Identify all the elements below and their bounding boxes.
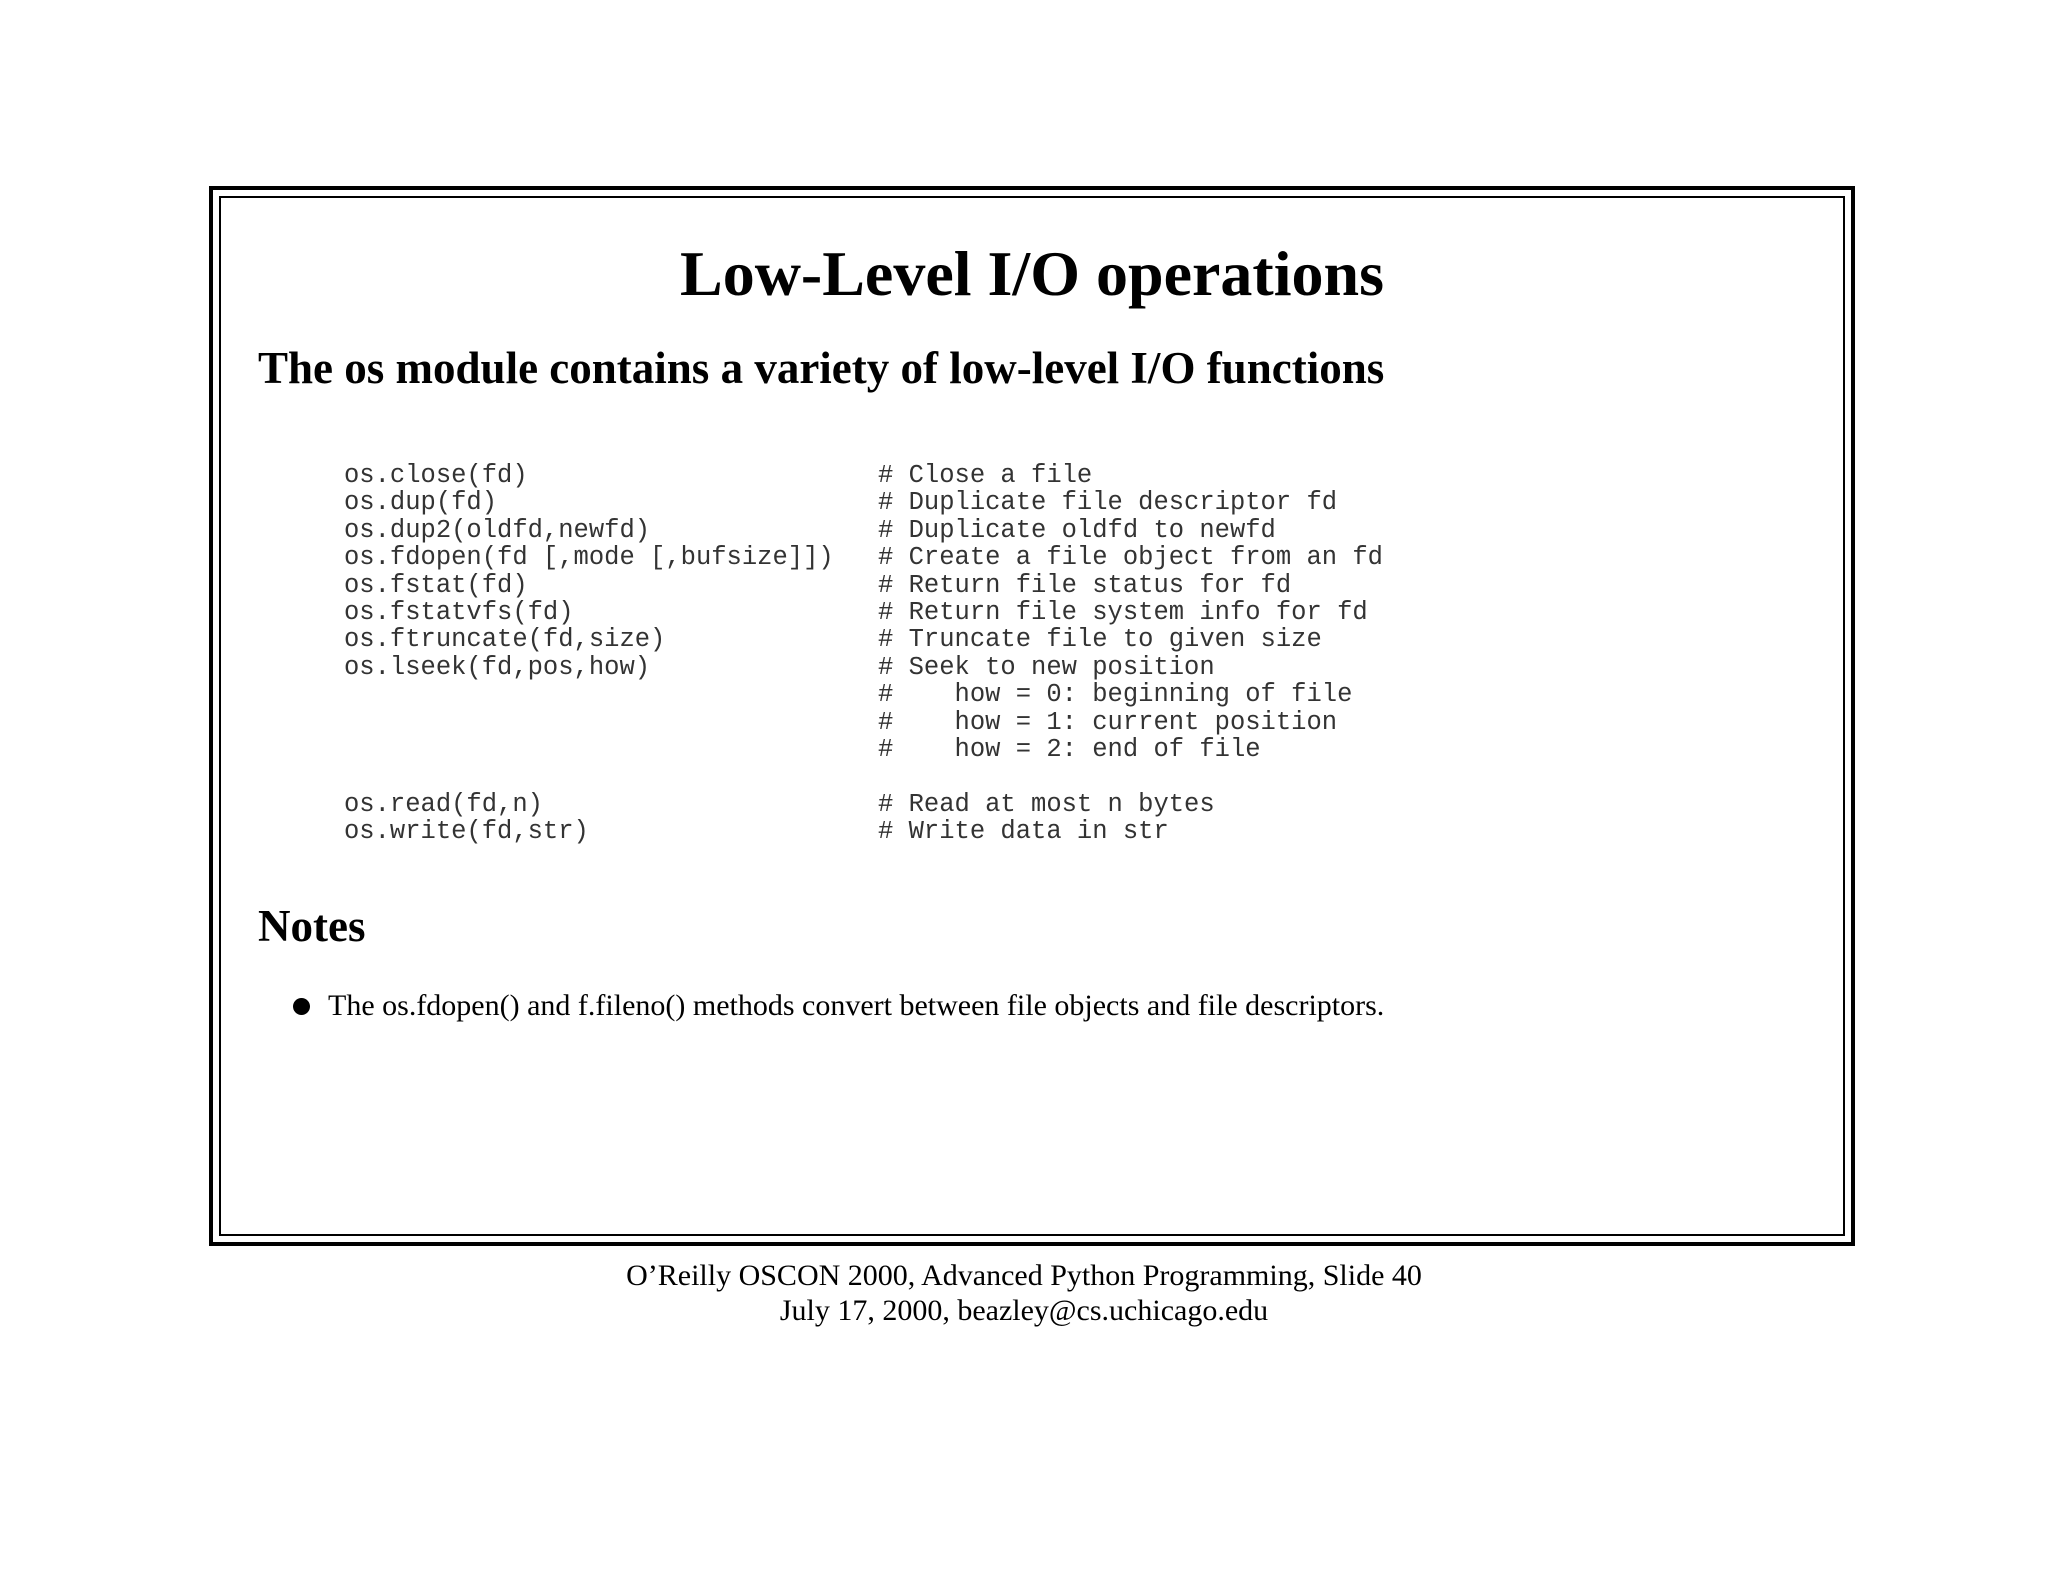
- notes-list-item: [293, 991, 1384, 1021]
- note-text: The os.fdopen() and f.fileno() methods convert between file objects and file descriptors.: [328, 989, 1385, 1022]
- code-function: os.close(fd): [344, 461, 528, 490]
- code-comment: # how = 2: end of file: [878, 734, 1261, 764]
- code-function: [344, 709, 878, 736]
- code-row: [344, 681, 1383, 708]
- footer-line-1: O’Reilly OSCON 2000, Advanced Python Programming, Slide 40: [626, 1259, 1422, 1292]
- code-function: [344, 763, 878, 790]
- code-row: [344, 818, 1383, 845]
- code-function: os.write(fd,str): [344, 817, 589, 847]
- code-row: [344, 544, 1383, 571]
- code-comment: # Close a file: [878, 461, 1093, 490]
- code-row: [344, 791, 1383, 818]
- code-row: [344, 489, 1383, 516]
- code-comment: # Duplicate file descriptor fd: [878, 488, 1338, 518]
- code-function: os.fstatvfs(fd): [344, 597, 574, 627]
- code-comment: # Read at most n bytes: [878, 789, 1215, 819]
- notes-heading: Notes: [258, 901, 366, 951]
- code-row: [344, 654, 1383, 681]
- code-function: os.fstat(fd): [344, 570, 528, 600]
- slide-title: Low-Level I/O operations: [680, 238, 1384, 309]
- code-function: [344, 736, 878, 763]
- slide-inner-border: [219, 196, 1845, 1236]
- code-row: [344, 572, 1383, 599]
- code-comment: # Duplicate oldfd to newfd: [878, 515, 1276, 545]
- slide-subtitle: The os module contains a variety of low-level I/O functions: [258, 343, 1385, 393]
- code-function: os.dup2(oldfd,newfd): [344, 515, 651, 545]
- code-row: [344, 709, 1383, 736]
- code-comment: # Create a file object from an fd: [878, 543, 1383, 573]
- notes-list: [293, 991, 1384, 1021]
- bullet-icon: [293, 998, 310, 1015]
- code-row: [344, 599, 1383, 626]
- code-function: os.fdopen(fd [,mode [,bufsize]]): [344, 543, 834, 573]
- code-row: [344, 736, 1383, 763]
- code-row: [344, 763, 1383, 790]
- code-comment: # Seek to new position: [878, 652, 1215, 682]
- code-comment: # Truncate file to given size: [878, 625, 1322, 655]
- code-comment: # Return file status for fd: [878, 570, 1292, 600]
- code-comment: # how = 0: beginning of file: [878, 680, 1353, 710]
- footer-line-2: July 17, 2000, beazley@cs.uchicago.edu: [779, 1294, 1269, 1327]
- code-function: os.read(fd,n): [344, 789, 543, 819]
- slide-frame: [209, 186, 1855, 1246]
- code-row: [344, 517, 1383, 544]
- code-function: os.lseek(fd,pos,how): [344, 652, 651, 682]
- code-function: os.ftruncate(fd,size): [344, 625, 666, 655]
- code-row: [344, 626, 1383, 653]
- code-block: [344, 462, 1383, 845]
- footer: [0, 1258, 2048, 1328]
- code-comment: # how = 1: current position: [878, 707, 1338, 737]
- code-comment: # Write data in str: [878, 817, 1169, 847]
- code-function: [344, 681, 878, 708]
- code-comment: # Return file system info for fd: [878, 597, 1368, 627]
- code-row: [344, 462, 1383, 489]
- code-function: os.dup(fd): [344, 488, 498, 518]
